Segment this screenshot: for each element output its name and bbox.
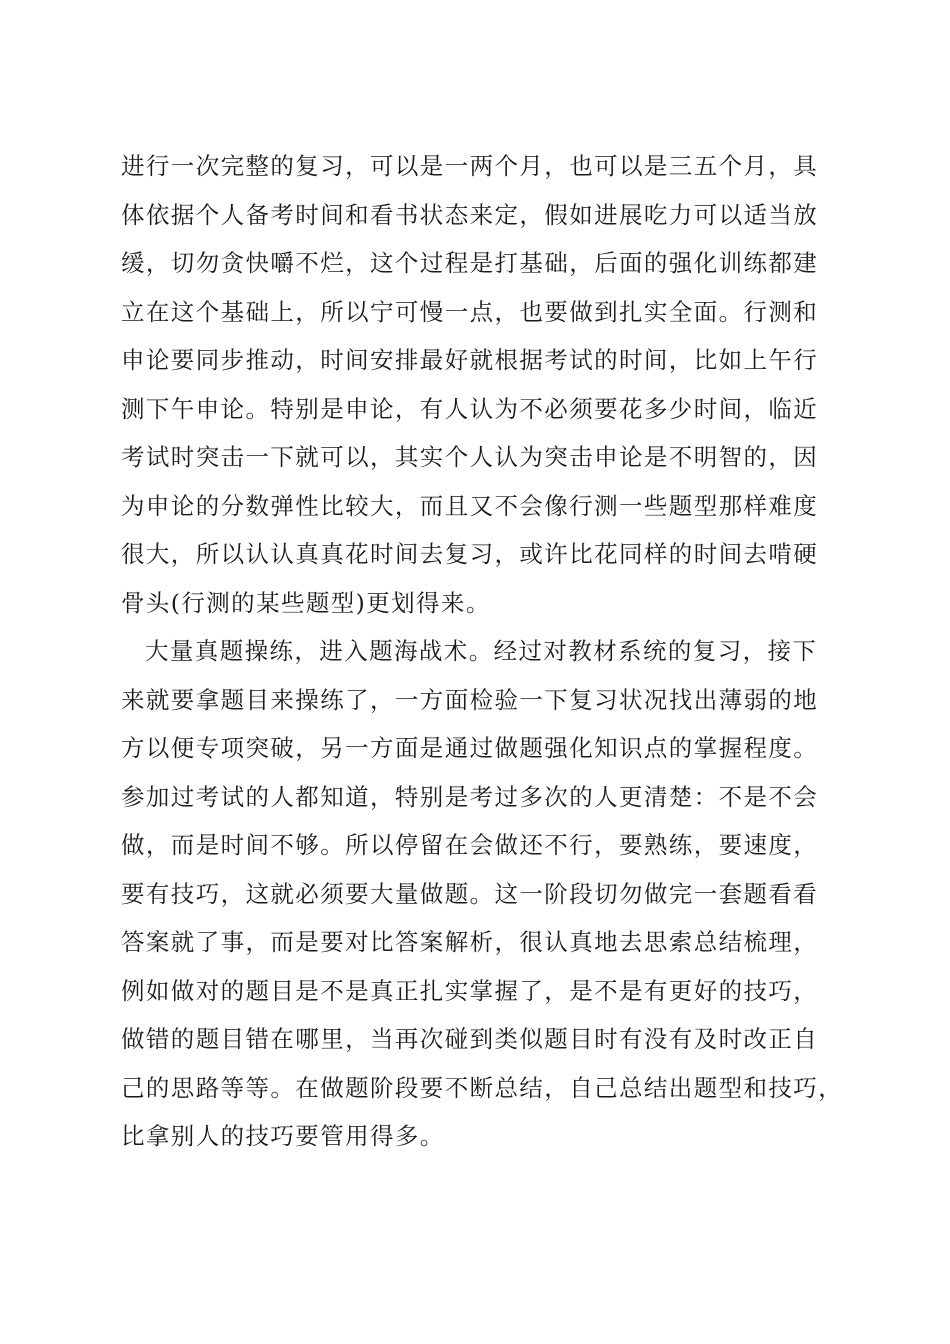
text-line: 体依据个人备考时间和看书状态来定，假如进展吃力可以适当放 [121,200,819,229]
text-line: 骨头(行测的某些题型)更划得来。 [121,588,491,617]
text-line: 进行一次完整的复习，可以是一两个月，也可以是三五个月，具 [121,152,819,180]
text-line: 方以便专项突破，另一方面是通过做题强化知识点的掌握程度。 [121,734,819,762]
text-line: 立在这个基础上，所以宁可慢一点，也要做到扎实全面。行测和 [121,297,819,326]
text-line: 大量真题操练，进入题海战术。经过对教材系统的复习，接下 [145,637,818,665]
text-line: 要有技巧，这就必须要大量做题。这一阶段切勿做完一套题看看 [121,879,819,908]
document-body [121,142,861,1161]
text-line: 来就要拿题目来操练了，一方面检验一下复习状况找出薄弱的地 [121,685,819,714]
text-line: 测下午申论。特别是申论，有人认为不必须要花多少时间，临近 [121,394,819,423]
text-line: 做错的题目错在哪里，当再次碰到类似题目时有没有及时改正自 [121,1025,819,1053]
text-line: 很大，所以认认真真花时间去复习，或许比花同样的时间去啃硬 [121,540,819,568]
text-line: 答案就了事，而是要对比答案解析，很认真地去思索总结梳理， [121,928,819,956]
text-line: 做，而是时间不够。所以停留在会做还不行，要熟练，要速度， [121,831,819,859]
text-line: 比拿别人的技巧要管用得多。 [121,1122,445,1150]
text-line: 申论要同步推动，时间安排最好就根据考试的时间，比如上午行 [121,346,819,374]
text-line: 例如做对的题目是不是真正扎实掌握了，是不是有更好的技巧， [121,976,819,1005]
paragraph-2 [121,627,861,1161]
text-line: 己的思路等等。在做题阶段要不断总结，自己总结出题型和技巧， [121,1073,844,1102]
text-line: 考试时突击一下就可以，其实个人认为突击申论是不明智的，因 [121,443,819,471]
text-line: 参加过考试的人都知道，特别是考过多次的人更清楚：不是不会 [121,782,819,811]
text-line: 为申论的分数弹性比较大，而且又不会像行测一些题型那样难度 [121,491,819,520]
text-line: 缓，切勿贪快嚼不烂，这个过程是打基础，后面的强化训练都建 [121,249,819,277]
paragraph-1 [121,142,861,627]
